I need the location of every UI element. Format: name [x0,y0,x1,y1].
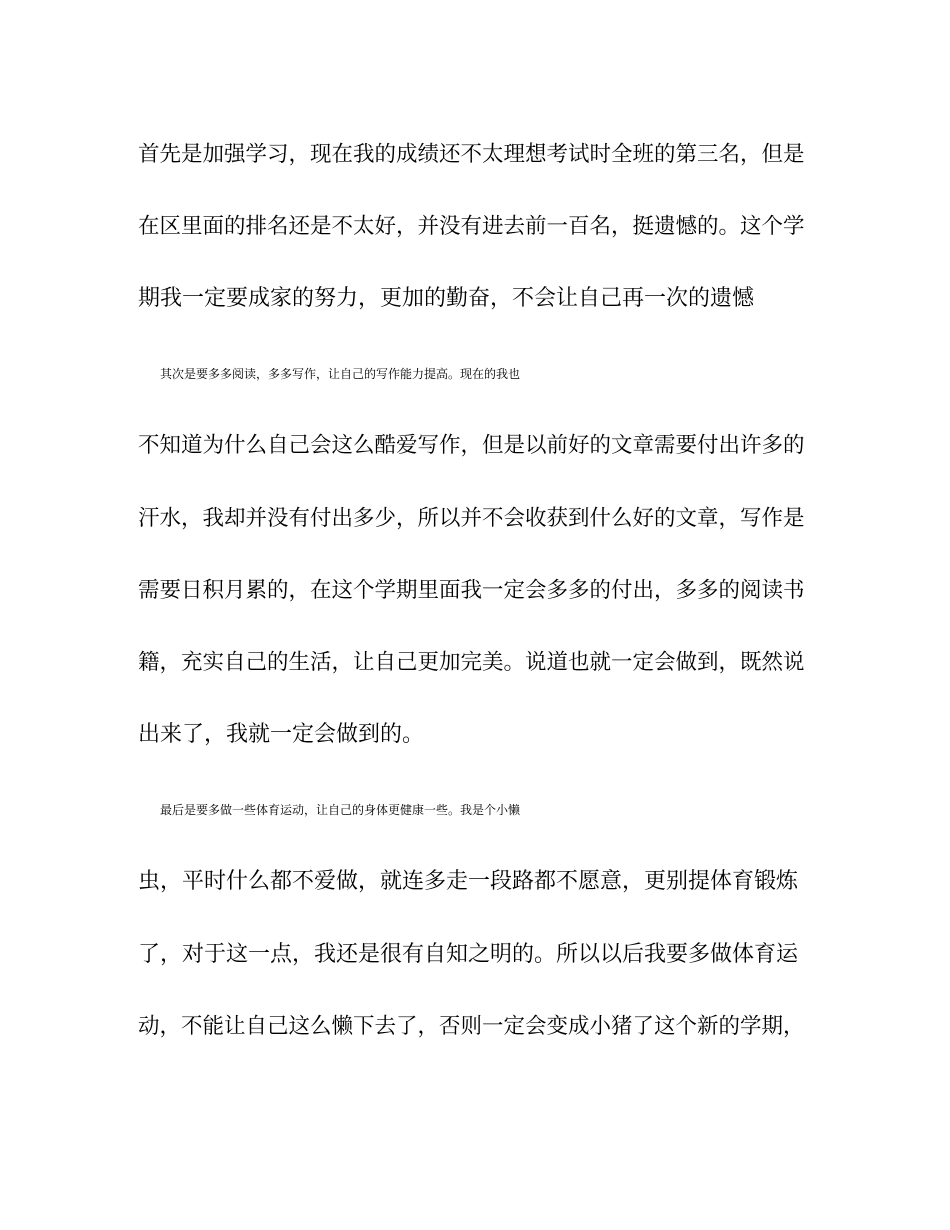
text-line: 出来了，我就一定会做到的。 [138,722,425,747]
text-line: 在区里面的排名还是不太好，并没有进去前一百名，挺遗憾的。这个学 [138,214,805,239]
text-line: 最后是要多做一些体育运动，让自己的身体更健康一些。我是个小懒 [160,803,521,817]
text-line: 虫，平时什么都不爱做，就连多走一段路都不愿意，更别提体育锻炼 [138,869,799,894]
text-line: 需要日积月累的，在这个学期里面我一定会多多的付出，多多的阅读书 [138,578,805,603]
text-line: 期我一定要成家的努力，更加的勤奋，不会让自己再一次的遗憾 [138,286,755,311]
text-line: 籍，充实自己的生活，让自己更加完美。说道也就一定会做到，既然说 [138,650,805,675]
text-line: 动，不能让自己这么懒下去了，否则一定会变成小猪了这个新的学期， [138,1014,805,1039]
text-line: 其次是要多多阅读，多多写作，让自己的写作能力提高。现在的我也 [160,367,521,381]
text-line: 汗水，我却并没有付出多少，所以并不会收获到什么好的文章，写作是 [138,506,805,531]
text-line: 首先是加强学习，现在我的成绩还不太理想考试时全班的第三名，但是 [138,142,805,167]
text-line: 了，对于这一点，我还是很有自知之明的。所以以后我要多做体育运 [138,942,799,967]
text-line: 不知道为什么自己会这么酷爱写作，但是以前好的文章需要付出许多的 [138,433,805,458]
